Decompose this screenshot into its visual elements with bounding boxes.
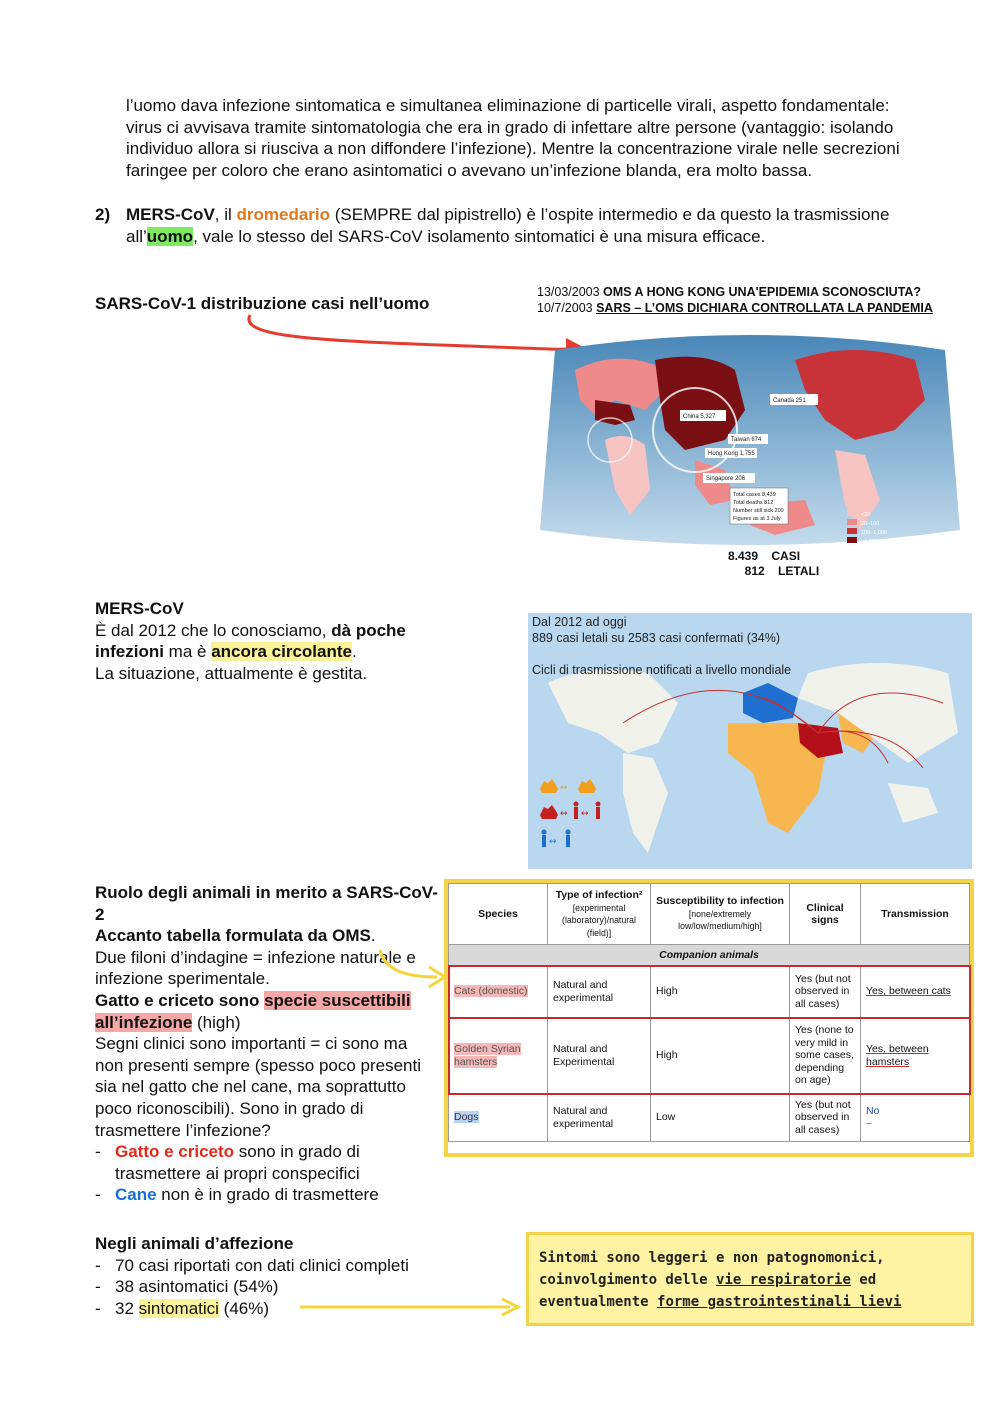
symptoms-note bbox=[526, 1232, 974, 1326]
species-cell: Cats (domestic) bbox=[449, 966, 548, 1018]
note-respiratory: vie respiratorie bbox=[716, 1272, 851, 1288]
table-header-row bbox=[449, 884, 970, 945]
pets-item-3b: (46%) bbox=[218, 1298, 270, 1318]
svg-text:↔: ↔ bbox=[560, 809, 568, 819]
headline-2: SARS – L’OMS DICHIARA CONTROLLATA LA PANDEMIA bbox=[596, 301, 933, 315]
cases-label: CASI bbox=[771, 549, 801, 563]
svg-text:↔: ↔ bbox=[581, 809, 589, 819]
mers-highlight: ancora circolante bbox=[211, 642, 352, 662]
item2-text-c: , vale lo stesso del SARS-CoV isolamento sintomatici è una misura efficace. bbox=[193, 226, 766, 246]
label-china: China 5,327 bbox=[683, 414, 716, 420]
header-transmission: Transmission bbox=[861, 884, 970, 945]
europe-blue-shape bbox=[743, 683, 798, 723]
date-2: 10/7/2003 bbox=[537, 301, 597, 315]
heading-dot: . bbox=[370, 926, 376, 946]
list-item-2 bbox=[95, 204, 895, 247]
mers-section bbox=[95, 598, 445, 684]
mers-text-3: . bbox=[351, 642, 357, 662]
who-susceptibility-table bbox=[444, 879, 974, 1157]
note-text-b: ed eventualmente bbox=[539, 1272, 877, 1310]
camel-to-human-icon bbox=[540, 802, 601, 820]
label-singapore: Singapore 206 bbox=[706, 476, 746, 482]
trans-cell: No ~ bbox=[861, 1094, 970, 1142]
animals-text-1: Due filoni d’indagine = infezione naturale e infezione sperimentale. bbox=[95, 947, 416, 989]
label-canada: Canada 251 bbox=[773, 398, 806, 404]
pets-item-1: 70 casi riportati con dati clinici completi bbox=[115, 1255, 409, 1275]
sus-cell: Low bbox=[651, 1094, 790, 1142]
label-total-deaths: Total deaths 812 bbox=[733, 500, 774, 506]
item-number: 2) bbox=[95, 205, 111, 224]
sus-cell: High bbox=[651, 1018, 790, 1094]
date-1: 13/03/2003 bbox=[537, 285, 604, 299]
dromedary-word: dromedario bbox=[236, 205, 331, 224]
dash: - bbox=[95, 1142, 101, 1162]
legend-2: 20–100 bbox=[861, 521, 880, 527]
human-to-human-icon bbox=[542, 830, 571, 848]
table-row bbox=[449, 1094, 970, 1142]
species-cell: Dogs bbox=[449, 1094, 548, 1142]
trans-cell: Yes, between hamsters bbox=[861, 1018, 970, 1094]
label-figures: Figures as at 3 July bbox=[733, 516, 781, 522]
blue-tilde-icon: ~ bbox=[866, 1117, 873, 1130]
high-text: (high) bbox=[192, 1012, 241, 1032]
human-word: uomo bbox=[146, 226, 194, 246]
type-cell: Natural and experimental bbox=[548, 1094, 651, 1142]
pets-heading: Negli animali d’affezione bbox=[95, 1234, 294, 1253]
mers-label: MERS-CoV bbox=[126, 205, 215, 224]
label-still-sick: Number still sick 200 bbox=[733, 508, 784, 514]
clinical-cell: Yes (but not observed in all cases) bbox=[790, 1094, 861, 1142]
label-taiwan: Taiwan 674 bbox=[731, 437, 762, 443]
animals-heading: Ruolo degli animali in merito a SARS-CoV-2 bbox=[95, 883, 438, 924]
bullet-2-text: non è in grado di trasmettere bbox=[156, 1185, 379, 1205]
cat-hamster-text: Gatto e criceto sono bbox=[95, 990, 265, 1010]
header-species: Species bbox=[449, 884, 548, 945]
header-clinical: Clinical signs bbox=[790, 884, 861, 945]
note-text-a: Sintomi sono leggeri e non patognomonici, coinvolgimento delle bbox=[539, 1250, 885, 1288]
animals-text-3: Segni clinici sono importanti = ci sono ma non presenti sempre (spesso poco presenti sia nel gatto che nel cane, ma soprattutto poco riconoscibili). Sono in grado di trasmettere l’infezione? bbox=[95, 1034, 422, 1140]
susceptible-highlight: specie suscettibili all’infezione bbox=[95, 990, 411, 1032]
yellow-arrow bbox=[375, 945, 450, 995]
animals-section bbox=[95, 882, 440, 1206]
mers-heading: MERS-CoV bbox=[95, 599, 184, 618]
intro-text: l’uomo dava infezione sintomatica e simultanea eliminazione di particelle virali, aspetto fondamentale: virus ci avvisava tramite sintomatologia che era in grado di infettare altre persone (vantaggio: isolando individuo allora si riusciva a non diffondere l’infezione). Mentre la concentrazione virale nelle secrezioni faringee per coloro che erano asintomatici o avevano un’infezione blanda, era molto bassa. bbox=[126, 96, 900, 180]
camel-to-camel-icon bbox=[540, 779, 596, 793]
mers-map-line-3: Cicli di trasmissione notificati a livello mondiale bbox=[532, 663, 792, 677]
dash: - bbox=[95, 1277, 101, 1297]
item2-text-a: , il bbox=[214, 205, 237, 224]
trans-cell: Yes, between cats bbox=[861, 966, 970, 1018]
dog-blue: Cane bbox=[115, 1185, 157, 1205]
svg-text:↔: ↔ bbox=[560, 783, 568, 793]
dash: - bbox=[95, 1298, 101, 1318]
type-cell: Natural and experimental bbox=[548, 966, 651, 1018]
sars-headlines bbox=[537, 284, 933, 316]
pets-item-3a: 32 bbox=[115, 1298, 139, 1318]
list-item bbox=[95, 1276, 455, 1298]
group-companion-animals: Companion animals bbox=[449, 945, 970, 966]
group-row bbox=[449, 945, 970, 966]
dash: - bbox=[95, 1185, 101, 1205]
legend-4: >1,000 bbox=[861, 539, 878, 545]
cat-hamster-red: Gatto e criceto bbox=[115, 1142, 235, 1162]
mers-text-bold: dà poche infezioni bbox=[95, 620, 406, 662]
mers-world-map bbox=[528, 613, 972, 869]
legend-3: 100–1,000 bbox=[861, 530, 887, 536]
note-gastro: forme gastrointestinali lievi bbox=[657, 1294, 902, 1310]
dash: - bbox=[95, 1255, 101, 1275]
deaths-label: LETALI bbox=[778, 564, 820, 578]
label-hongkong: Hong Kong 1,755 bbox=[708, 451, 755, 457]
sars-world-map bbox=[535, 330, 965, 550]
table-row bbox=[449, 966, 970, 1018]
symptomatic-highlight: sintomatici bbox=[138, 1298, 219, 1318]
sa-shape bbox=[623, 753, 668, 853]
clinical-cell: Yes (none to very mild in some cases, depending on age) bbox=[790, 1018, 861, 1094]
mers-map-line-1: Dal 2012 ad oggi bbox=[532, 615, 627, 629]
label-total-cases: Total cases 8,439 bbox=[733, 492, 776, 498]
headline-1: OMS A HONG KONG UNA'EPIDEMIA SCONOSCIUTA? bbox=[603, 285, 922, 299]
bullet-1-text: sono in grado di trasmettere ai propri conspecifici bbox=[115, 1142, 360, 1183]
aus-shape bbox=[888, 783, 938, 823]
animals-text-2 bbox=[95, 990, 440, 1033]
mers-text-4: La situazione, attualmente è gestita. bbox=[95, 663, 368, 683]
sars-totals bbox=[728, 549, 819, 579]
yellow-arrow-2 bbox=[298, 1296, 524, 1318]
na-shape bbox=[548, 670, 678, 753]
legend-1: <20 bbox=[861, 512, 871, 518]
mers-text bbox=[95, 620, 445, 663]
list-item bbox=[95, 1255, 455, 1277]
pets-item-2: 38 asintomatici (54%) bbox=[115, 1277, 279, 1297]
mers-map-line-2: 889 casi letali su 2583 casi confermati (34%) bbox=[532, 631, 781, 645]
type-cell: Natural and Experimental bbox=[548, 1018, 651, 1094]
transmission-icons bbox=[538, 773, 608, 853]
mers-text-1: È dal 2012 che lo conosciamo, bbox=[95, 620, 332, 640]
item2-text-b: (SEMPRE dal pipistrello) è l’ospite intermedio e da questo la trasmissione all’ bbox=[126, 205, 890, 246]
intro-paragraph bbox=[126, 95, 916, 181]
cases-number: 8.439 bbox=[728, 549, 759, 563]
bullet-cat-hamster bbox=[95, 1141, 440, 1184]
mers-text-2: ma è bbox=[163, 642, 212, 662]
bullet-dog bbox=[95, 1184, 440, 1206]
svg-text:↔: ↔ bbox=[549, 837, 557, 847]
table-row bbox=[449, 1018, 970, 1094]
sus-cell: High bbox=[651, 966, 790, 1018]
header-type: Type of infection² [experimental (laboratory)/natural (field)] bbox=[548, 884, 651, 945]
who-table-heading: Accanto tabella formulata da OMS bbox=[95, 926, 371, 946]
clinical-cell: Yes (but not observed in all cases) bbox=[790, 966, 861, 1018]
sars-heading: SARS-CoV-1 distribuzione casi nell’uomo bbox=[95, 294, 430, 313]
header-susceptibility: Susceptibility to infection [none/extremely low/low/medium/high] bbox=[651, 884, 790, 945]
deaths-number: 812 bbox=[744, 564, 765, 578]
species-cell: Golden Syrian hamsters bbox=[449, 1018, 548, 1094]
